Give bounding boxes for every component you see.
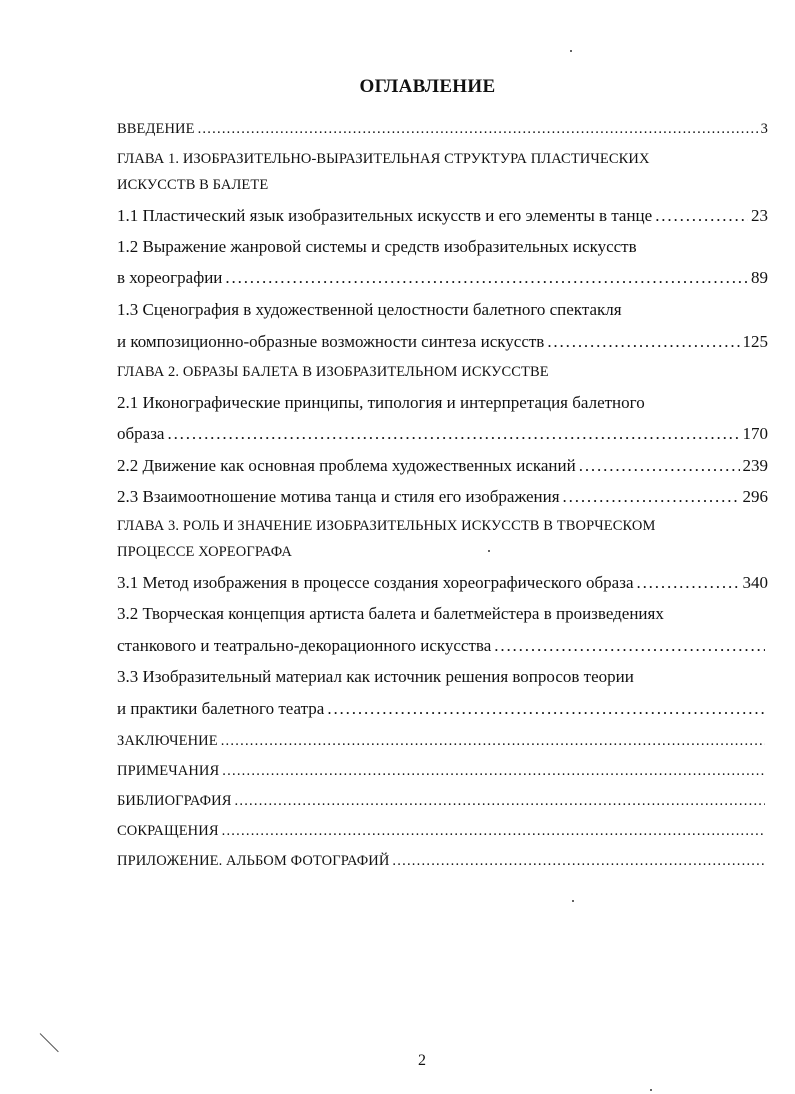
toc-leader-dots (655, 206, 748, 226)
toc-entry-2-3[interactable] (117, 487, 768, 511)
toc-entry-chapter-2[interactable] (117, 364, 768, 388)
toc-entry-text: ПРОЦЕССЕ ХОРЕОГРАФА (117, 544, 293, 560)
toc-entry-1-2[interactable] (117, 237, 768, 261)
toc-leader-dots (636, 573, 739, 593)
toc-entry-chapter-3[interactable] (117, 518, 768, 542)
toc-leader-dots (494, 636, 765, 656)
toc-entry-1-1[interactable] (117, 206, 768, 230)
toc-entry-appendix[interactable] (117, 853, 768, 877)
page-number: 2 (418, 1052, 426, 1069)
scan-speck (572, 900, 574, 902)
toc-entry-2-2[interactable] (117, 456, 768, 480)
toc-entry-text: 2.2 Движение как основная проблема художественных исканий (117, 456, 576, 475)
toc-entry-abbreviations[interactable] (117, 823, 768, 847)
toc-leader-dots (221, 733, 765, 750)
toc-entry-page: 239 (742, 456, 768, 475)
toc-entry-text: ГЛАВА 1. ИЗОБРАЗИТЕЛЬНО-ВЫРАЗИТЕЛЬНАЯ СТРУКТУРА ПЛАСТИЧЕСКИХ (117, 151, 650, 167)
toc-leader-dots (198, 121, 758, 138)
toc-entry-text: ВВЕДЕНИЕ (117, 121, 195, 137)
toc-leader-dots (327, 699, 765, 719)
toc-entry-text: ПРИЛОЖЕНИЕ. АЛЬБОМ ФОТОГРАФИЙ (117, 853, 390, 869)
toc-leader-dots (225, 268, 748, 288)
toc-entry-text: 3.3 Изобразительный материал как источник решения вопросов теории (117, 667, 634, 686)
toc-entry-3-3[interactable] (117, 667, 768, 691)
toc-entry-text: образа (117, 424, 165, 443)
toc-leader-dots (547, 332, 739, 352)
toc-entry-text: 3.1 Метод изображения в процессе создания хореографического образа (117, 573, 634, 592)
toc-entry-text: в хореографии (117, 268, 223, 287)
toc-entry-1-2-cont[interactable] (117, 268, 768, 292)
toc-entry-text: и композиционно-образные возможности синтеза искусств (117, 332, 545, 351)
toc-entry-2-1[interactable] (117, 393, 768, 417)
toc-entry-page: 170 (742, 424, 768, 443)
scan-speck (488, 550, 490, 552)
toc-leader-dots (167, 424, 739, 444)
toc-entry-chapter-1[interactable] (117, 151, 768, 175)
toc-entry-introduction[interactable] (117, 121, 768, 145)
toc-leader-dots (235, 793, 766, 810)
toc-entry-chapter-3-cont[interactable] (117, 544, 768, 568)
toc-entry-page: 3 (760, 121, 768, 137)
toc-entry-text: ЗАКЛЮЧЕНИЕ (117, 733, 218, 749)
toc-leader-dots (579, 456, 740, 476)
toc-entry-text: 3.2 Творческая концепция артиста балета и балетмейстера в произведениях (117, 604, 664, 623)
toc-entry-3-1[interactable] (117, 573, 768, 597)
toc-entry-text: ПРИМЕЧАНИЯ (117, 763, 220, 779)
page-title: ОГЛАВЛЕНИЕ (359, 76, 496, 97)
toc-entry-text: ГЛАВА 2. ОБРАЗЫ БАЛЕТА В ИЗОБРАЗИТЕЛЬНОМ ИСКУССТВЕ (117, 364, 549, 380)
toc-leader-dots (222, 823, 765, 840)
toc-leader-dots (563, 487, 740, 507)
toc-entry-text: 2.1 Иконографические принципы, типология и интерпретация балетного (117, 393, 645, 412)
toc-leader-dots (222, 763, 765, 780)
toc-entry-1-3-cont[interactable] (117, 332, 768, 356)
toc-entry-page: 340 (742, 573, 768, 592)
scan-scratch (40, 1033, 59, 1052)
toc-entry-text: ГЛАВА 3. РОЛЬ И ЗНАЧЕНИЕ ИЗОБРАЗИТЕЛЬНЫХ ИСКУССТВ В ТВОРЧЕСКОМ (117, 518, 656, 534)
toc-entry-text: 1.3 Сценография в художественной целостности балетного спектакля (117, 300, 622, 319)
toc-entry-notes[interactable] (117, 763, 768, 787)
toc-entry-3-2[interactable] (117, 604, 768, 628)
toc-entry-text: станкового и театрально-декорационного искусства (117, 636, 492, 655)
toc-entry-text: 1.1 Пластический язык изобразительных искусств и его элементы в танце (117, 206, 653, 225)
toc-entry-text: 1.2 Выражение жанровой системы и средств изобразительных искусств (117, 237, 637, 256)
toc-entry-2-1-cont[interactable] (117, 424, 768, 448)
toc-entry-3-2-cont[interactable] (117, 636, 768, 660)
toc-entry-chapter-1-cont[interactable] (117, 177, 768, 201)
toc-entry-page: 23 (751, 206, 768, 225)
toc-entry-1-3[interactable] (117, 300, 768, 324)
scan-speck (570, 50, 572, 52)
toc-entry-text: и практики балетного театра (117, 699, 325, 718)
toc-leader-dots (392, 853, 765, 870)
toc-entry-text: СОКРАЩЕНИЯ (117, 823, 219, 839)
toc-entry-page: 296 (742, 487, 768, 506)
toc-entry-conclusion[interactable] (117, 733, 768, 757)
scan-speck (650, 1089, 652, 1091)
toc-entry-text: 2.3 Взаимоотношение мотива танца и стиля его изображения (117, 487, 560, 506)
toc-entry-text: БИБЛИОГРАФИЯ (117, 793, 232, 809)
toc-entry-page: 125 (742, 332, 768, 351)
toc-entry-bibliography[interactable] (117, 793, 768, 817)
toc-entry-3-3-cont[interactable] (117, 699, 768, 723)
toc-entry-text: ИСКУССТВ В БАЛЕТЕ (117, 177, 269, 193)
toc-entry-page: 89 (751, 268, 768, 287)
